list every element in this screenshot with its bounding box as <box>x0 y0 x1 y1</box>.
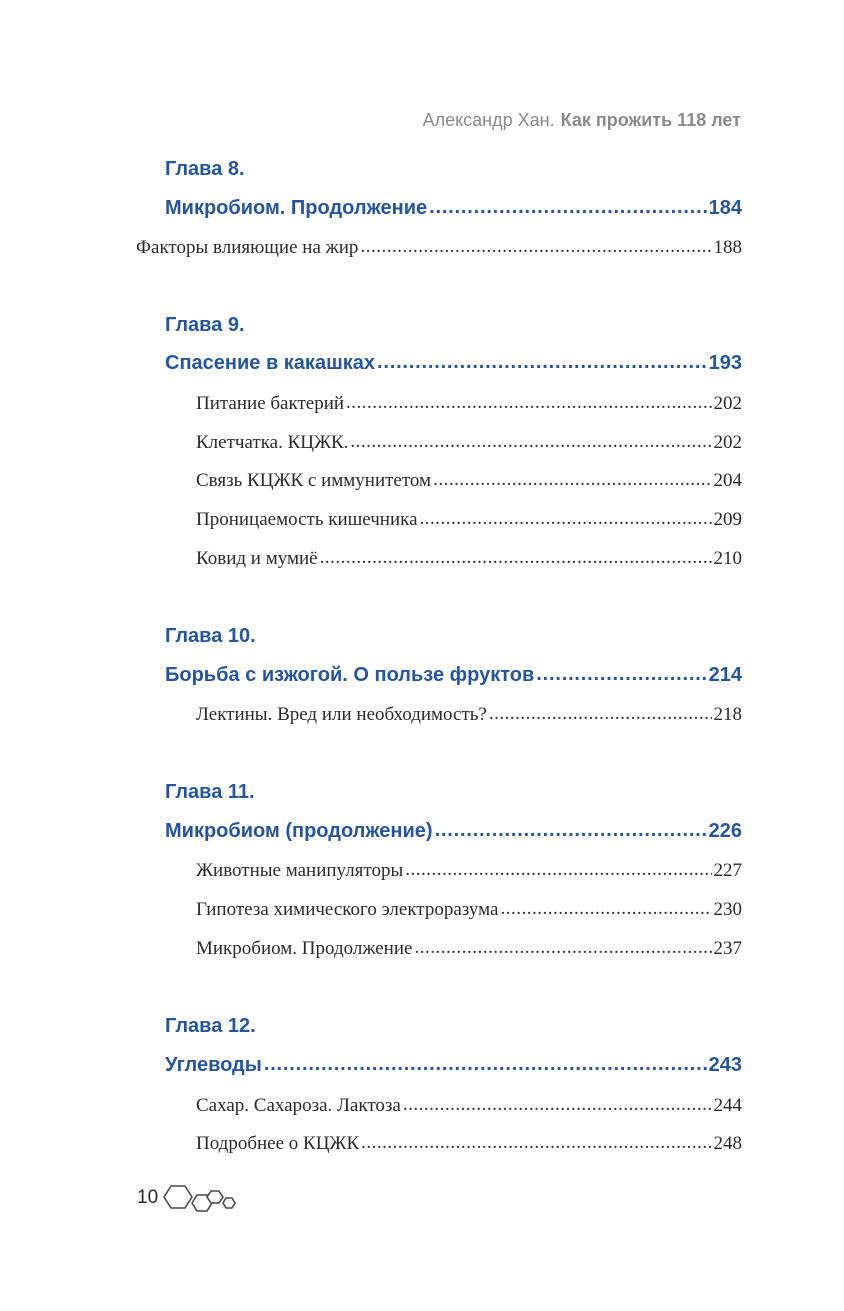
chapter-page-number: 226 <box>708 820 742 842</box>
toc-entry-page: 237 <box>713 938 742 959</box>
toc-entry[interactable] <box>196 393 742 415</box>
hexagon-small-icon <box>207 1191 223 1203</box>
toc-entry-page: 204 <box>713 470 742 491</box>
chapter-page-number: 184 <box>708 197 742 219</box>
toc-entry-title: Клетчатка. КЦЖК. <box>196 432 349 453</box>
chapter-title: Микробиом. Продолжение <box>165 197 428 219</box>
toc-entry-page: 202 <box>713 393 742 414</box>
toc-entry[interactable] <box>196 1133 742 1155</box>
dot-leader <box>433 469 711 491</box>
chapter-page-number: 243 <box>708 1054 742 1076</box>
dot-leader <box>360 236 711 258</box>
toc-entry-title: Питание бактерий <box>196 393 345 414</box>
chapter-label: Глава 12. <box>165 1015 256 1037</box>
dot-leader <box>536 663 706 686</box>
toc-entry[interactable] <box>196 548 742 570</box>
folio-page-number: 10 <box>137 1187 159 1208</box>
chapter-title-line[interactable] <box>165 197 742 220</box>
toc-entry-title: Лектины. Вред или необходимость? <box>196 704 487 725</box>
dot-leader <box>435 819 707 842</box>
chapter-label: Глава 10. <box>165 625 256 647</box>
dot-leader <box>264 1053 707 1076</box>
toc-entry-page: 248 <box>713 1133 742 1154</box>
hexagon-tiny-icon <box>223 1198 235 1208</box>
running-head-book-title: Как прожить 118 лет <box>560 110 741 130</box>
toc-entry-title: Проницаемость кишечника <box>196 509 418 530</box>
hexagon-chain-icon <box>162 1183 242 1215</box>
dot-leader <box>429 196 707 219</box>
toc-entry-title: Микробиом. Продолжение <box>196 938 413 959</box>
dot-leader <box>377 351 707 374</box>
toc-entry-title: Ковид и мумиё <box>196 548 318 569</box>
dot-leader <box>489 703 712 725</box>
dot-leader <box>403 1094 712 1116</box>
chapter-page-number: 193 <box>708 352 742 374</box>
toc-entry-page: 209 <box>713 509 742 530</box>
chapter-title: Углеводы <box>165 1054 262 1076</box>
running-head-author: Александр Хан. <box>422 110 555 130</box>
chapter-label: Глава 9. <box>165 314 245 336</box>
dot-leader <box>361 1132 711 1154</box>
toc-entry[interactable] <box>196 899 742 921</box>
toc-entry[interactable] <box>196 509 742 531</box>
toc-entry-page: 188 <box>713 237 742 258</box>
chapter-title-line[interactable] <box>165 1054 742 1077</box>
toc-entry-page: 202 <box>713 432 742 453</box>
toc-entry[interactable] <box>196 704 742 726</box>
dot-leader <box>320 547 712 569</box>
toc-entry-page: 210 <box>713 548 742 569</box>
dot-leader <box>350 431 711 453</box>
chapter-title: Борьба с изжогой. О пользе фруктов <box>165 664 535 686</box>
chapter-title: Микробиом (продолжение) <box>165 820 433 842</box>
chapter-page-number: 214 <box>708 664 742 686</box>
toc-entry[interactable] <box>196 470 742 492</box>
toc-entry-page: 230 <box>713 899 742 920</box>
toc-entry[interactable] <box>196 432 742 454</box>
hexagon-large-icon <box>164 1186 192 1208</box>
dot-leader <box>414 937 711 959</box>
dot-leader <box>500 898 711 920</box>
chapter-title-line[interactable] <box>165 664 742 687</box>
toc-entry-page: 218 <box>713 704 742 725</box>
toc-entry-title: Гипотеза химического электроразума <box>196 899 499 920</box>
toc-entry[interactable] <box>196 1095 742 1117</box>
toc-entry-title: Связь КЦЖК с иммунитетом <box>196 470 432 491</box>
chapter-title-line[interactable] <box>165 820 742 843</box>
dot-leader <box>405 859 711 881</box>
toc-entry-page: 244 <box>713 1095 742 1116</box>
chapter-title-line[interactable] <box>165 352 742 375</box>
toc-entry[interactable] <box>196 938 742 960</box>
toc-entry-title: Подробнее о КЦЖК <box>196 1133 360 1154</box>
toc-entry[interactable] <box>136 237 742 259</box>
toc-entry-title: Факторы влияющие на жир <box>136 237 359 258</box>
chapter-label: Глава 8. <box>165 158 245 180</box>
dot-leader <box>346 392 711 414</box>
chapter-title: Спасение в какашках <box>165 352 375 374</box>
toc-entry-title: Животные манипуляторы <box>196 860 404 881</box>
toc-entry-page: 227 <box>713 860 742 881</box>
chapter-label: Глава 11. <box>165 781 255 803</box>
dot-leader <box>420 508 712 530</box>
toc-entry[interactable] <box>196 860 742 882</box>
toc-entry-title: Сахар. Сахароза. Лактоза <box>196 1095 401 1116</box>
